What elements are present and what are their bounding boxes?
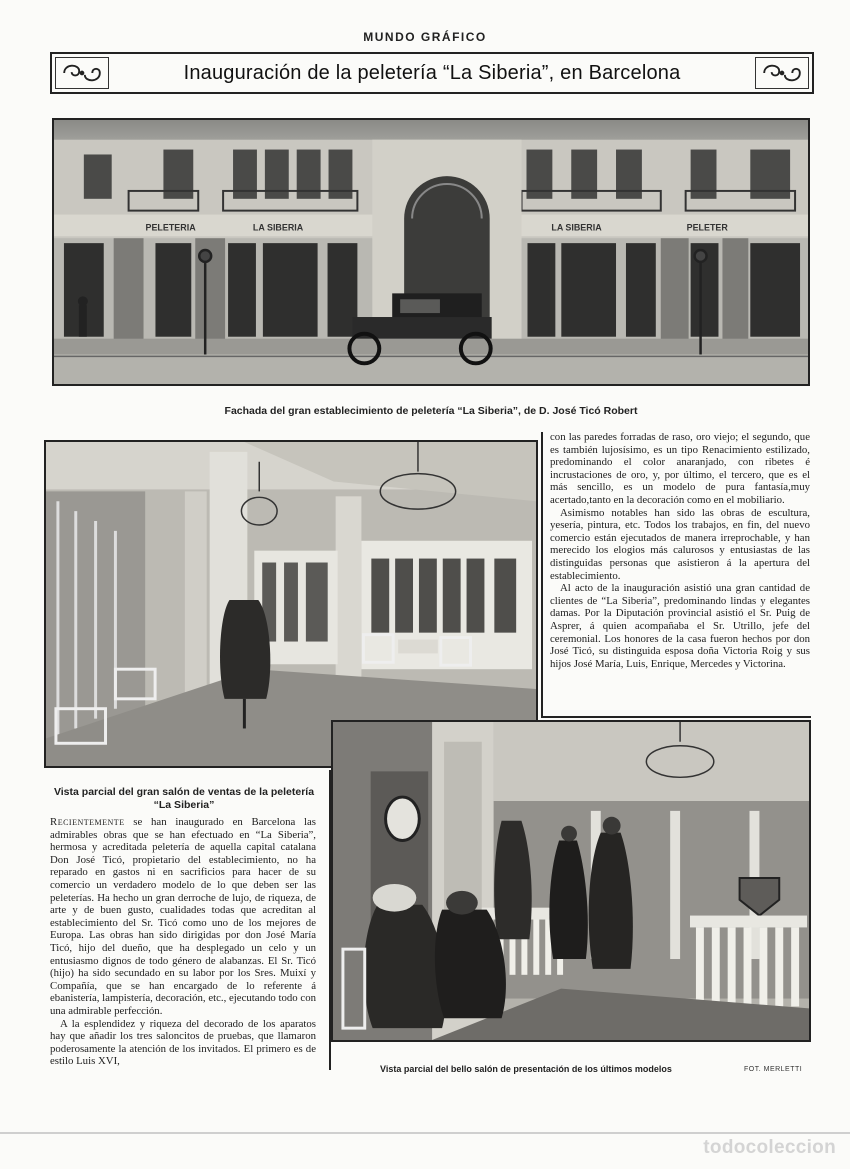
salon-caption-line: Vista parcial del gran salón de ventas de la peletería: [53, 786, 315, 798]
facade-photo: [52, 118, 810, 386]
salon-caption-line: “La Siberia”: [153, 799, 215, 811]
article-paragraph: [50, 816, 316, 1018]
watermark-logo: todocoleccion: [703, 1137, 836, 1158]
left-ornament-icon: [55, 57, 109, 89]
column-rule: [541, 432, 543, 717]
facade-sign: PELETERIA: [145, 222, 196, 233]
article-paragraph: A la esplendidez y riqueza del decorado de los aparatos hay que añadir los tres saloncitos de pruebas, que llamaron poderosamente la atención de los invitados. El primero es de estilo Luis XVI,: [50, 1017, 316, 1068]
article-paragraph: Asimismo notables han sido las obras de escultura, yesería, pintura, etc. Todos los trabajos, en fin, del nuevo comercio están ejecutados de manera irreprochable, y han merecido los elogios más calurosos y entusiastas de las distinguidas personas que asistieron á la apertura del establecimiento.: [550, 506, 810, 582]
article-text: se han inaugurado en Barcelona las admirables obras que se han efectuado en “La Siberia”, hermosa y acreditada peletería de aquella capital catalana Don José Ticó, propietario del establecimiento, no ha reparado en gastos ni en sacrificios para hacer de su comercio un verdadero modelo de lo que deben ser las peleterías. Ha hecho un gran derroche de lujo, de riqueza, de arte y de buen gusto, cualidades todas que acreditan al establecimiento del Sr. Ticó como uno de los mejores de Europa. Las obras han sido dirigidas por don José María Ticó, hijo del dueño, que ha desplegado un celo y un entusiasmo dignos de todo género de alabanzas. El Sr. Ticó (hijo) ha sido secundado en su labor por los Sres. Muixí y Compañía, que se han encargado de lo referente á ebanistería, lampistería, decoración, etc., ejecutando todo con una admirable perfección.: [50, 816, 316, 1017]
facade-sign: PELETER: [686, 222, 728, 233]
salon-photo: [44, 440, 538, 768]
facade-sign: LA SIBERIA: [252, 222, 304, 233]
title-banner: [50, 52, 814, 94]
article-paragraph: con las paredes forradas de raso, oro viejo; el segundo, que es también lujosísimo, es un tipo Renacimiento estilizado, predominando el color anaranjado, con ribetes é incrustaciones de oro, y, por último, el tercero, que es el más sencillo, es un modelo de pura fantasía,muy acertado,tanto en la decoración como en el mobiliario.: [550, 431, 810, 506]
right-ornament-icon: [755, 57, 809, 89]
column-rule: [541, 716, 811, 718]
presentation-photo: [331, 720, 811, 1042]
page-bottom-rule: [0, 1132, 850, 1134]
page-title: Inauguración de la peletería “La Siberia”, en Barcelona: [183, 61, 681, 84]
photo-credit: FOT. MERLETTI: [744, 1066, 803, 1073]
drop-cap-word: Recientemente: [50, 816, 125, 828]
article-column-left: [50, 816, 316, 1068]
running-head: MUNDO GRÁFICO: [363, 30, 487, 44]
salon-caption: [44, 786, 324, 812]
facade-sign: LA SIBERIA: [551, 222, 602, 233]
article-paragraph: Al acto de la inauguración asistió una gran cantidad de clientes de “La Siberia”, predominando lindas y elegantes damas. Por la Diputación provincial asistió el Sr. Puig de Asprer, á quien acompañaba el Sr. Utrillo, jefe del ceremonial. Los honores de la casa fueron hechos por don José Ticó, su distinguida esposa doña Victoria Roig y sus hijos José María, Luis, Enrique, Mercedes y Victorina.: [550, 582, 810, 670]
presentation-caption: Vista parcial del bello salón de presentación de los últimos modelos: [380, 1064, 672, 1074]
article-column-right: [550, 431, 810, 670]
facade-caption: Fachada del gran establecimiento de peletería “La Siberia”, de D. José Ticó Robert: [224, 405, 638, 417]
